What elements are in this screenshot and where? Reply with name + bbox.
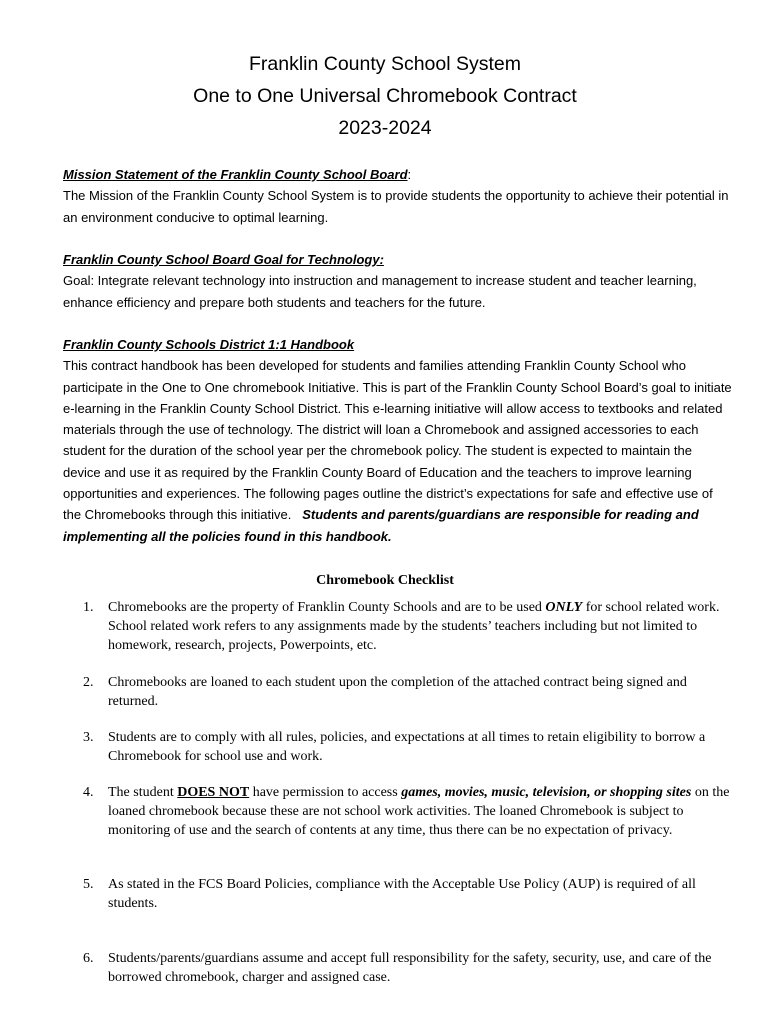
item-text: have permission to access (249, 785, 402, 800)
item-text: Chromebooks are loaned to each student upon the completion of the attached contract being signed and returned. (108, 675, 687, 709)
item-number: 2. (83, 675, 94, 690)
mission-heading: Mission Statement of the Franklin County School Board (63, 167, 408, 182)
item-emphasis: ONLY (545, 600, 583, 615)
goal-heading: Franklin County School Board Goal for Technology: (63, 252, 384, 267)
item-strong: DOES NOT (177, 785, 250, 800)
item-text: As stated in the FCS Board Policies, compliance with the Acceptable Use Policy (AUP) is required of all students. (108, 877, 696, 911)
item-number: 6. (83, 951, 94, 966)
handbook-text: This contract handbook has been developed for students and families attending Franklin County School who participate in the One to One chromebook Initiative. This is part of the Franklin County School Board’s goal to initiate e-learning in the Franklin County School District. This e-learning initiative will allow access to textbooks and related materials through the use of technology. The district will loan a Chromebook and assigned accessories to each student for the duration of the school year per the chromebook policy. The student is expected to maintain the device and use it as required by the Franklin County Board of Education and the teachers to improve learning opportunities and experiences. The following pages outline the district’s expectations for safe and effective use of the Chromebooks through this initiative. (63, 358, 732, 523)
checklist-title: Chromebook Checklist (316, 573, 454, 588)
item-text: for school related work. School related work refers to any assignments made by the students’ teachers including but not limited to homework, research, projects, Powerpoints, etc. (108, 600, 720, 653)
item-number: 4. (83, 785, 94, 800)
handbook-heading: Franklin County Schools District 1:1 Handbook (63, 337, 355, 352)
mission-heading-colon: : (407, 167, 412, 182)
item-text: Chromebooks are the property of Franklin County Schools and are to be used (108, 600, 546, 615)
document-title (0, 48, 770, 144)
title-line-3: 2023-2024 (338, 117, 432, 139)
checklist-item-6 (83, 949, 733, 987)
item-number: 1. (83, 600, 94, 615)
goal-text: Goal: Integrate relevant technology into instruction and management to increase student and teacher learning, enhance efficiency and prepare both students and teachers for the future. (63, 273, 697, 310)
goal-section (63, 249, 733, 313)
checklist-item-1 (83, 598, 733, 655)
mission-text: The Mission of the Franklin County School System is to provide students the opportunity to achieve their potential in an environment conducive to optimal learning. (63, 188, 729, 225)
item-text: Students are to comply with all rules, policies, and expectations at all times to retain eligibility to borrow a Chromebook for school use and work. (108, 730, 706, 764)
item-emphasis: games, movies, music, television, or shopping sites (401, 785, 692, 800)
checklist-item-2 (83, 673, 733, 711)
handbook-section (63, 334, 733, 547)
handbook-emphasis: Students and parents/guardians are responsible for reading and implementing all the policies found in this handbook. (63, 507, 699, 544)
title-line-2: One to One Universal Chromebook Contract (193, 85, 577, 107)
checklist-item-4 (83, 783, 733, 840)
title-line-1: Franklin County School System (248, 53, 522, 75)
mission-section (63, 164, 733, 228)
item-number: 5. (83, 877, 94, 892)
checklist-item-3 (83, 728, 733, 766)
item-text: Students/parents/guardians assume and accept full responsibility for the safety, security, use, and care of the borrowed chromebook, charger and assigned case. (108, 951, 712, 985)
item-number: 3. (83, 730, 94, 745)
handbook-paragraph (63, 355, 733, 547)
checklist-item-5 (83, 875, 733, 913)
item-text: on the loaned chromebook because these are not school work activities. The loaned Chromebook is subject to monitoring of use and the search of contents at any time, thus there can be no expectation of privacy. (108, 785, 730, 838)
item-text: The student (108, 785, 178, 800)
